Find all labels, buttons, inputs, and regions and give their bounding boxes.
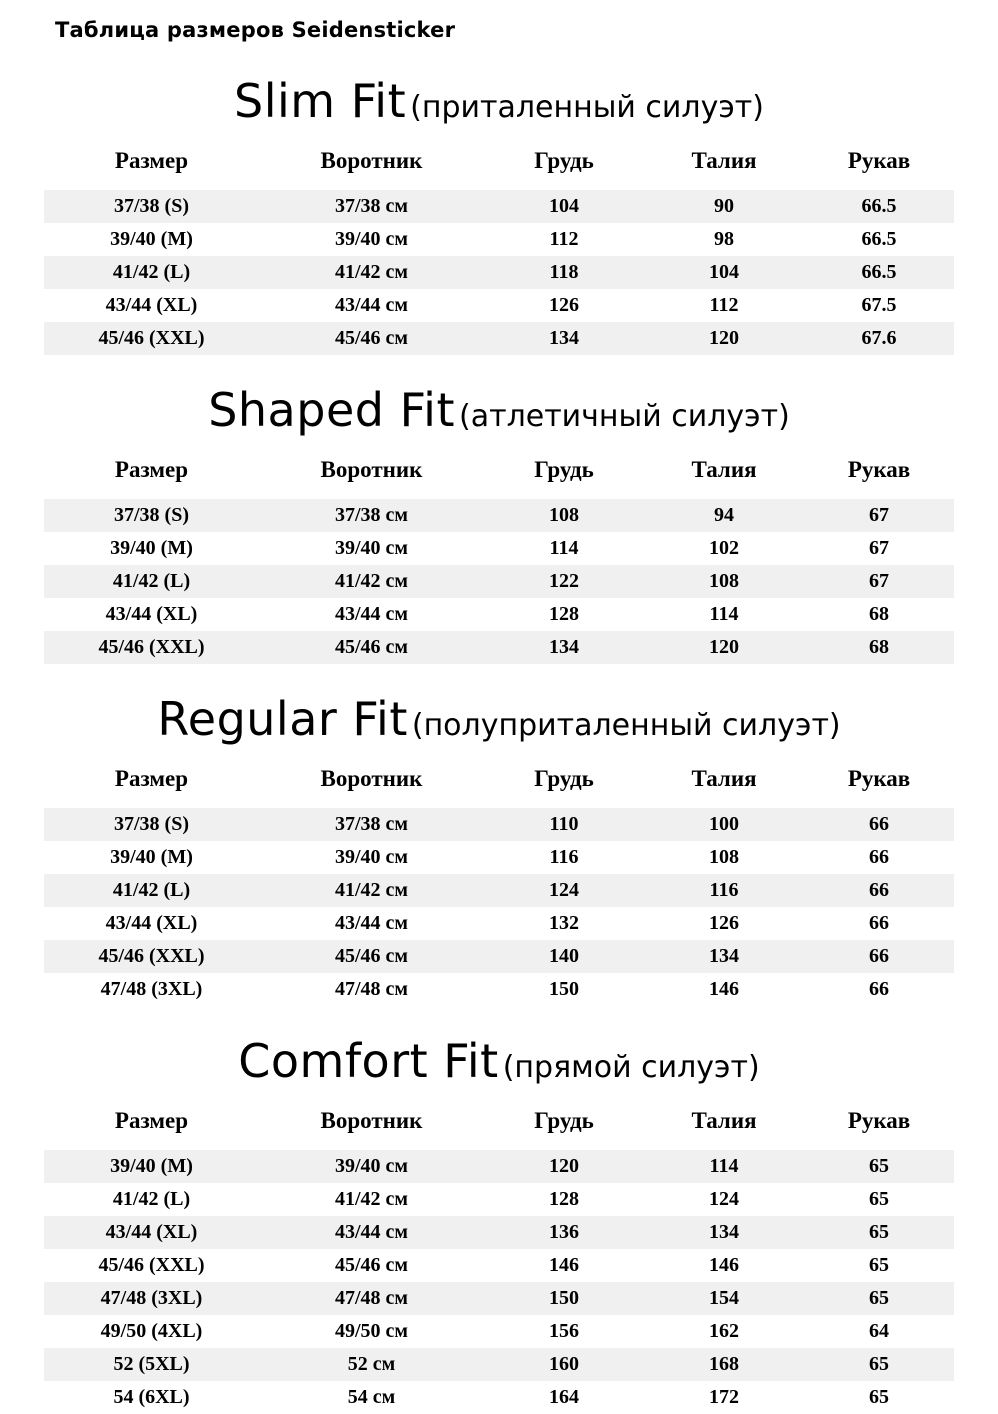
table-row <box>44 1183 954 1216</box>
table-row <box>44 1150 954 1183</box>
cell-collar: 52 см <box>259 1348 484 1381</box>
column-header: Талия <box>691 766 757 791</box>
table-row <box>44 190 954 223</box>
cell-size: 54 (6XL) <box>113 1386 190 1408</box>
cell-waist: 120 <box>644 322 804 355</box>
column-header: Размер <box>114 148 189 173</box>
cell-chest: 126 <box>549 294 579 316</box>
cell-collar: 43/44 см <box>334 294 409 316</box>
cell-chest: 164 <box>549 1386 579 1408</box>
cell-chest: 116 <box>549 846 579 868</box>
cell-chest: 120 <box>484 1150 644 1183</box>
cell-collar: 37/38 см <box>259 190 484 223</box>
table-row <box>44 1249 954 1282</box>
column-header: Грудь <box>534 1108 594 1133</box>
cell-chest: 134 <box>484 631 644 664</box>
cell-collar: 47/48 см <box>334 978 409 1000</box>
table-row <box>44 565 954 598</box>
cell-waist: 108 <box>709 846 739 868</box>
cell-collar: 54 см <box>347 1386 396 1408</box>
fit-name: Slim Fit <box>234 74 407 128</box>
fit-name: Shaped Fit <box>208 383 455 437</box>
cell-chest: 150 <box>484 1282 644 1315</box>
fit-section-heading <box>0 666 998 756</box>
table-row <box>44 223 954 256</box>
cell-sleeve: 65 <box>869 1254 889 1276</box>
column-header: Грудь <box>534 766 594 791</box>
table-header-row <box>44 1098 954 1150</box>
cell-waist: 104 <box>644 256 804 289</box>
cell-collar: 43/44 см <box>334 912 409 934</box>
fit-name: Comfort Fit <box>238 1034 499 1088</box>
cell-chest: 128 <box>549 603 579 625</box>
cell-size: 41/42 (L) <box>44 256 259 289</box>
cell-waist: 162 <box>709 1320 739 1342</box>
cell-chest: 104 <box>484 190 644 223</box>
table-row <box>44 841 954 874</box>
cell-collar: 45/46 см <box>259 631 484 664</box>
cell-sleeve: 65 <box>804 1348 954 1381</box>
cell-sleeve: 67 <box>804 499 954 532</box>
cell-chest: 124 <box>484 874 644 907</box>
cell-sleeve: 64 <box>869 1320 889 1342</box>
table-row <box>44 1381 954 1414</box>
column-header: Размер <box>114 457 189 482</box>
cell-collar: 41/42 см <box>259 256 484 289</box>
cell-collar: 39/40 см <box>334 846 409 868</box>
fit-name: Regular Fit <box>157 692 408 746</box>
cell-size: 45/46 (XXL) <box>44 631 259 664</box>
column-header: Размер <box>114 1108 189 1133</box>
column-header: Воротник <box>320 766 423 791</box>
fit-section <box>0 48 998 355</box>
cell-size: 41/42 (L) <box>112 1188 191 1210</box>
cell-size: 43/44 (XL) <box>105 603 198 625</box>
cell-sleeve: 67.5 <box>861 294 897 316</box>
column-header: Воротник <box>320 457 423 482</box>
table-row <box>44 532 954 565</box>
cell-sleeve: 66 <box>804 940 954 973</box>
cell-chest: 118 <box>484 256 644 289</box>
cell-sleeve: 67.6 <box>804 322 954 355</box>
cell-sleeve: 67 <box>869 537 889 559</box>
cell-waist: 146 <box>709 1254 739 1276</box>
column-header: Талия <box>691 1108 757 1133</box>
cell-chest: 122 <box>484 565 644 598</box>
cell-waist: 98 <box>714 228 734 250</box>
cell-size: 45/46 (XXL) <box>44 940 259 973</box>
table-row <box>44 1216 954 1249</box>
cell-size: 39/40 (M) <box>110 537 193 559</box>
cell-sleeve: 65 <box>869 1188 889 1210</box>
table-row <box>44 874 954 907</box>
table-row <box>44 499 954 532</box>
cell-size: 39/40 (M) <box>44 1150 259 1183</box>
cell-size: 41/42 (L) <box>44 565 259 598</box>
cell-size: 37/38 (S) <box>44 808 259 841</box>
table-row <box>44 973 954 1006</box>
cell-size: 37/38 (S) <box>44 499 259 532</box>
cell-collar: 41/42 см <box>259 874 484 907</box>
column-header: Рукав <box>847 766 911 791</box>
fit-section-heading <box>0 357 998 447</box>
column-header: Грудь <box>534 148 594 173</box>
cell-waist: 120 <box>644 631 804 664</box>
cell-collar: 49/50 см <box>334 1320 409 1342</box>
cell-waist: 90 <box>644 190 804 223</box>
cell-collar: 41/42 см <box>334 1188 409 1210</box>
page-title: Таблица размеров Seidensticker <box>55 18 456 42</box>
size-table <box>44 756 954 1006</box>
cell-waist: 146 <box>709 978 739 1000</box>
size-table <box>44 138 954 355</box>
cell-chest: 134 <box>484 322 644 355</box>
cell-size: 52 (5XL) <box>44 1348 259 1381</box>
cell-waist: 112 <box>709 294 739 316</box>
cell-waist: 124 <box>709 1188 739 1210</box>
cell-chest: 150 <box>549 978 579 1000</box>
table-header-row <box>44 756 954 808</box>
cell-size: 41/42 (L) <box>44 874 259 907</box>
cell-sleeve: 67 <box>804 565 954 598</box>
cell-waist: 114 <box>709 603 739 625</box>
cell-chest: 132 <box>549 912 579 934</box>
cell-chest: 112 <box>549 228 579 250</box>
cell-chest: 110 <box>484 808 644 841</box>
cell-waist: 168 <box>644 1348 804 1381</box>
table-row <box>44 940 954 973</box>
cell-waist: 154 <box>644 1282 804 1315</box>
cell-collar: 43/44 см <box>259 1216 484 1249</box>
fit-subtitle: (атлетичный силуэт) <box>459 399 790 434</box>
cell-size: 49/50 (4XL) <box>100 1320 203 1342</box>
fit-section <box>0 666 998 1006</box>
table-row <box>44 1282 954 1315</box>
cell-collar: 37/38 см <box>259 499 484 532</box>
size-table <box>44 447 954 664</box>
column-header: Рукав <box>847 148 911 173</box>
cell-waist: 108 <box>644 565 804 598</box>
table-row <box>44 322 954 355</box>
cell-sleeve: 66.5 <box>804 190 954 223</box>
fit-subtitle: (прямой силуэт) <box>502 1050 760 1085</box>
table-row <box>44 1315 954 1348</box>
column-header: Воротник <box>320 148 423 173</box>
table-header-row <box>44 138 954 190</box>
fit-section-heading <box>0 48 998 138</box>
table-row <box>44 808 954 841</box>
cell-collar: 41/42 см <box>259 565 484 598</box>
cell-sleeve: 65 <box>804 1282 954 1315</box>
cell-size: 43/44 (XL) <box>44 1216 259 1249</box>
cell-collar: 39/40 см <box>334 537 409 559</box>
cell-collar: 45/46 см <box>259 322 484 355</box>
cell-size: 45/46 (XXL) <box>44 322 259 355</box>
cell-chest: 156 <box>549 1320 579 1342</box>
cell-size: 43/44 (XL) <box>105 912 198 934</box>
table-header-row <box>44 447 954 499</box>
fit-section-heading <box>0 1008 998 1098</box>
cell-waist: 126 <box>709 912 739 934</box>
cell-sleeve: 66 <box>869 912 889 934</box>
table-row <box>44 907 954 940</box>
cell-size: 47/48 (3XL) <box>44 1282 259 1315</box>
cell-collar: 37/38 см <box>259 808 484 841</box>
cell-sleeve: 68 <box>804 631 954 664</box>
cell-size: 37/38 (S) <box>44 190 259 223</box>
cell-chest: 114 <box>549 537 579 559</box>
cell-waist: 100 <box>644 808 804 841</box>
cell-waist: 172 <box>709 1386 739 1408</box>
cell-collar: 39/40 см <box>259 1150 484 1183</box>
table-row <box>44 256 954 289</box>
table-row <box>44 598 954 631</box>
column-header: Талия <box>691 457 757 482</box>
cell-waist: 94 <box>644 499 804 532</box>
cell-sleeve: 65 <box>804 1150 954 1183</box>
cell-size: 45/46 (XXL) <box>98 1254 205 1276</box>
cell-chest: 128 <box>549 1188 579 1210</box>
cell-collar: 47/48 см <box>259 1282 484 1315</box>
fit-section <box>0 1008 998 1414</box>
fit-section <box>0 357 998 664</box>
column-header: Воротник <box>320 1108 423 1133</box>
cell-chest: 146 <box>549 1254 579 1276</box>
cell-sleeve: 65 <box>869 1386 889 1408</box>
column-header: Рукав <box>847 1108 911 1133</box>
cell-chest: 160 <box>484 1348 644 1381</box>
cell-sleeve: 66.5 <box>861 228 897 250</box>
column-header: Размер <box>114 766 189 791</box>
column-header: Рукав <box>847 457 911 482</box>
cell-waist: 134 <box>644 940 804 973</box>
cell-size: 39/40 (M) <box>110 228 193 250</box>
cell-collar: 43/44 см <box>334 603 409 625</box>
fit-sections-container <box>0 48 998 1414</box>
cell-size: 39/40 (M) <box>110 846 193 868</box>
cell-collar: 45/46 см <box>334 1254 409 1276</box>
cell-sleeve: 66 <box>804 808 954 841</box>
cell-sleeve: 66 <box>869 846 889 868</box>
cell-chest: 140 <box>484 940 644 973</box>
cell-waist: 116 <box>644 874 804 907</box>
cell-collar: 45/46 см <box>259 940 484 973</box>
cell-size: 43/44 (XL) <box>105 294 198 316</box>
column-header: Грудь <box>534 457 594 482</box>
column-header: Талия <box>691 148 757 173</box>
cell-sleeve: 66 <box>869 978 889 1000</box>
cell-collar: 39/40 см <box>334 228 409 250</box>
table-row <box>44 1348 954 1381</box>
cell-size: 47/48 (3XL) <box>100 978 203 1000</box>
cell-waist: 114 <box>644 1150 804 1183</box>
cell-chest: 136 <box>484 1216 644 1249</box>
cell-waist: 134 <box>644 1216 804 1249</box>
cell-chest: 108 <box>484 499 644 532</box>
fit-subtitle: (полуприталенный силуэт) <box>411 708 841 743</box>
cell-sleeve: 66.5 <box>804 256 954 289</box>
fit-subtitle: (приталенный силуэт) <box>410 90 764 125</box>
cell-waist: 102 <box>709 537 739 559</box>
cell-sleeve: 65 <box>804 1216 954 1249</box>
cell-sleeve: 66 <box>804 874 954 907</box>
table-row <box>44 289 954 322</box>
table-row <box>44 631 954 664</box>
size-table <box>44 1098 954 1414</box>
cell-sleeve: 68 <box>869 603 889 625</box>
